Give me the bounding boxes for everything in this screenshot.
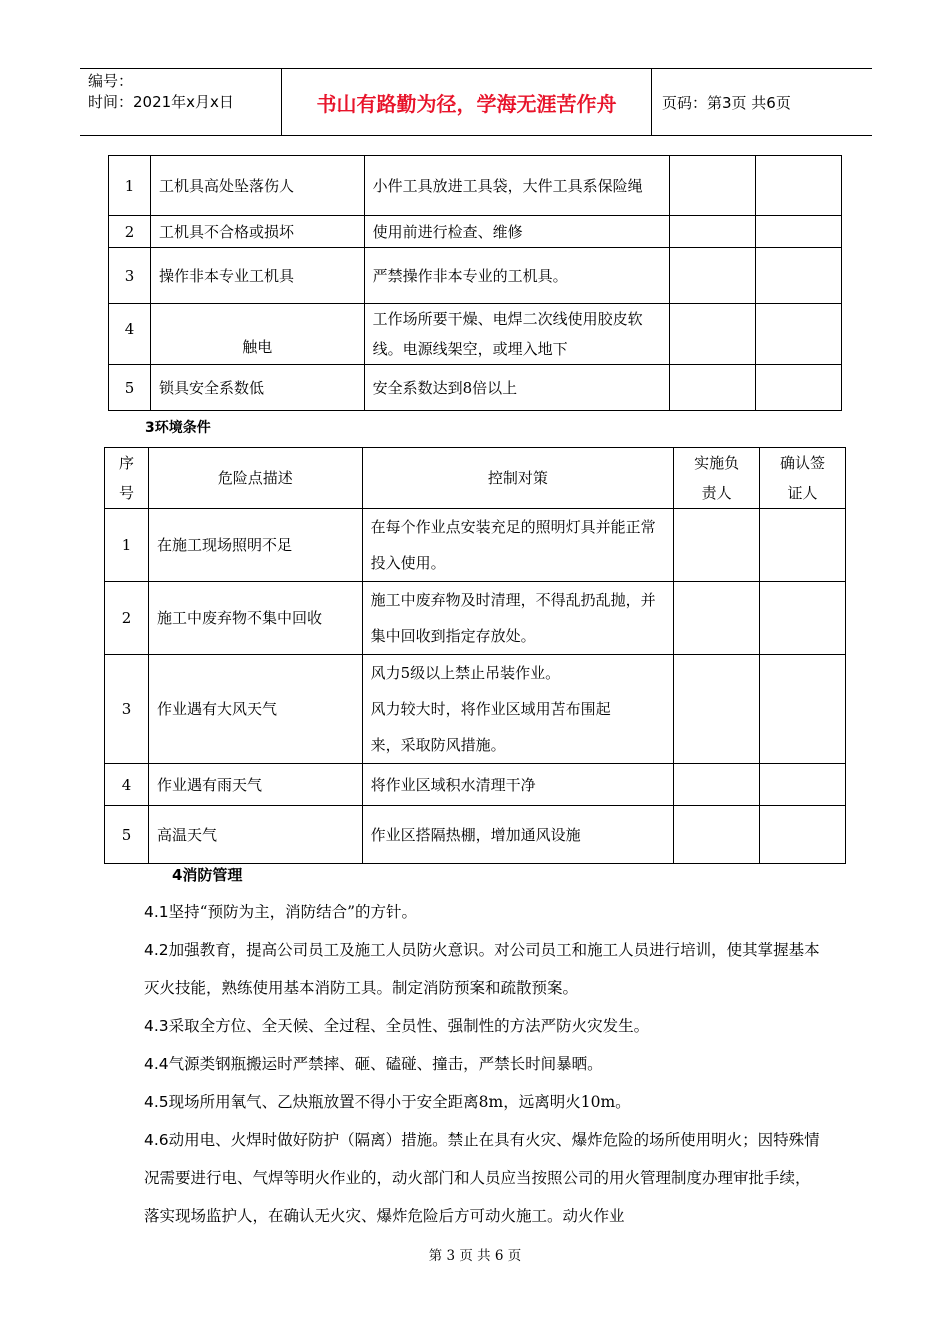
table-row [109, 156, 842, 216]
row-number: 2 [109, 216, 151, 248]
confirm-cell [756, 304, 842, 365]
confirm-cell [760, 806, 846, 864]
hazard-cell: 作业遇有雨天气 [148, 764, 362, 806]
row-number: 3 [105, 655, 149, 764]
control-cell [362, 655, 674, 764]
paragraph-4-1 [144, 893, 824, 931]
impl-cell [670, 156, 756, 216]
table-row [105, 806, 846, 864]
control-cell: 在每个作业点安装充足的照明灯具并能正常投入使用。 [362, 509, 674, 582]
table-row [105, 655, 846, 764]
environment-hazard-table [104, 447, 846, 864]
paragraph-4-6 [144, 1121, 824, 1235]
table-header-row [105, 448, 846, 509]
confirm-cell [760, 509, 846, 582]
row-number: 5 [105, 806, 149, 864]
row-number: 4 [109, 304, 151, 365]
row-number: 4 [105, 764, 149, 806]
table-row [105, 509, 846, 582]
hazard-cell: 在施工现场照明不足 [148, 509, 362, 582]
impl-cell [674, 582, 760, 655]
item-number: 4.5 [144, 1093, 169, 1111]
item-text: 动用电、火焊时做好防护（隔离）措施。禁止在具有火灾、爆炸危险的场所使用明火；因特殊情况需要进行电、气焊等明火作业的，动火部门和人员应当按照公司的用火管理制度办理审批手续，落实现场监护人，在确认无火灾、爆炸危险后方可动火施工。动火作业 [144, 1131, 820, 1225]
table-row [105, 764, 846, 806]
item-number: 4.2 [144, 941, 169, 959]
hazard-cell: 作业遇有大风天气 [148, 655, 362, 764]
paragraph-4-2 [144, 931, 824, 1007]
control-line: 风力较大时，将作业区域用苫布围起 [370, 700, 611, 718]
table-row [105, 582, 846, 655]
section-3-title: 3环境条件 [145, 420, 211, 436]
item-number: 4.1 [144, 903, 169, 921]
control-cell: 安全系数达到8倍以上 [364, 365, 670, 411]
item-number: 4.6 [144, 1131, 169, 1149]
confirm-cell [756, 365, 842, 411]
row-number: 1 [109, 156, 151, 216]
item-text: 加强教育，提高公司员工及施工人员防火意识。对公司员工和施工人员进行培训，使其掌握基本灭火技能，熟练使用基本消防工具。制定消防预案和疏散预案。 [144, 941, 820, 997]
header-motto: 书山有路勤为径，学海无涯苦作舟 [282, 69, 652, 135]
page-footer: 第 3 页 共 6 页 [428, 1248, 522, 1264]
paragraph-4-5 [144, 1083, 824, 1121]
control-cell: 施工中废弃物及时清理，不得乱扔乱抛，并集中回收到指定存放处。 [362, 582, 674, 655]
table-row [109, 248, 842, 304]
header-control: 控制对策 [362, 448, 674, 509]
item-text: 现场所用氧气、乙炔瓶放置不得小于安全距离8m，远离明火10m。 [168, 1093, 631, 1111]
control-cell: 使用前进行检查、维修 [364, 216, 670, 248]
impl-cell [674, 764, 760, 806]
table-row [109, 365, 842, 411]
row-number: 3 [109, 248, 151, 304]
hazard-cell: 工机具高处坠落伤人 [150, 156, 364, 216]
hazard-cell: 触电 [150, 304, 364, 365]
impl-cell [674, 806, 760, 864]
control-cell: 将作业区域积水清理干净 [362, 764, 674, 806]
impl-cell [670, 248, 756, 304]
confirm-cell [756, 248, 842, 304]
time-label: 时间：2021年x月x日 [88, 93, 234, 111]
confirm-cell [760, 655, 846, 764]
paragraph-4-3 [144, 1007, 824, 1045]
confirm-cell [760, 764, 846, 806]
impl-cell [670, 365, 756, 411]
control-cell: 严禁操作非本专业的工机具。 [364, 248, 670, 304]
confirm-cell [756, 156, 842, 216]
row-number: 1 [105, 509, 149, 582]
page-header [80, 68, 872, 136]
row-number: 2 [105, 582, 149, 655]
control-cell: 作业区搭隔热棚，增加通风设施 [362, 806, 674, 864]
hazard-cell: 高温天气 [148, 806, 362, 864]
tools-hazard-table [108, 155, 842, 411]
confirm-cell [760, 582, 846, 655]
header-meta [80, 69, 282, 135]
item-number: 4.3 [144, 1017, 169, 1035]
hazard-cell: 操作非本专业工机具 [150, 248, 364, 304]
table-row [109, 304, 842, 365]
item-text: 气源类钢瓶搬运时严禁摔、砸、磕碰、撞击，严禁长时间暴晒。 [168, 1055, 603, 1073]
impl-cell [674, 655, 760, 764]
hazard-cell: 施工中废弃物不集中回收 [148, 582, 362, 655]
control-line: 来，采取防风措施。 [370, 736, 506, 754]
code-label: 编号： [88, 72, 134, 90]
section-4-title: 4消防管理 [172, 866, 243, 884]
impl-cell [670, 216, 756, 248]
impl-cell [674, 509, 760, 582]
header-hazard: 危险点描述 [148, 448, 362, 509]
header-confirm: 确认签证人 [760, 448, 846, 509]
item-text: 坚持“预防为主，消防结合”的方针。 [168, 903, 418, 921]
header-impl: 实施负责人 [674, 448, 760, 509]
row-number: 5 [109, 365, 151, 411]
paragraph-4-4 [144, 1045, 824, 1083]
confirm-cell [756, 216, 842, 248]
item-number: 4.4 [144, 1055, 169, 1073]
table-row [109, 216, 842, 248]
control-cell: 小件工具放进工具袋，大件工具系保险绳 [364, 156, 670, 216]
control-cell: 工作场所要干燥、电焊二次线使用胶皮软线。电源线架空，或埋入地下 [364, 304, 670, 365]
hazard-cell: 工机具不合格或损坏 [150, 216, 364, 248]
control-line: 风力5级以上禁止吊装作业。 [370, 664, 561, 682]
header-page-label: 页码：第3页 共6页 [662, 93, 791, 112]
header-no: 序号 [105, 448, 149, 509]
item-text: 采取全方位、全天候、全过程、全员性、强制性的方法严防火灾发生。 [168, 1017, 650, 1035]
hazard-cell: 锁具安全系数低 [150, 365, 364, 411]
impl-cell [670, 304, 756, 365]
